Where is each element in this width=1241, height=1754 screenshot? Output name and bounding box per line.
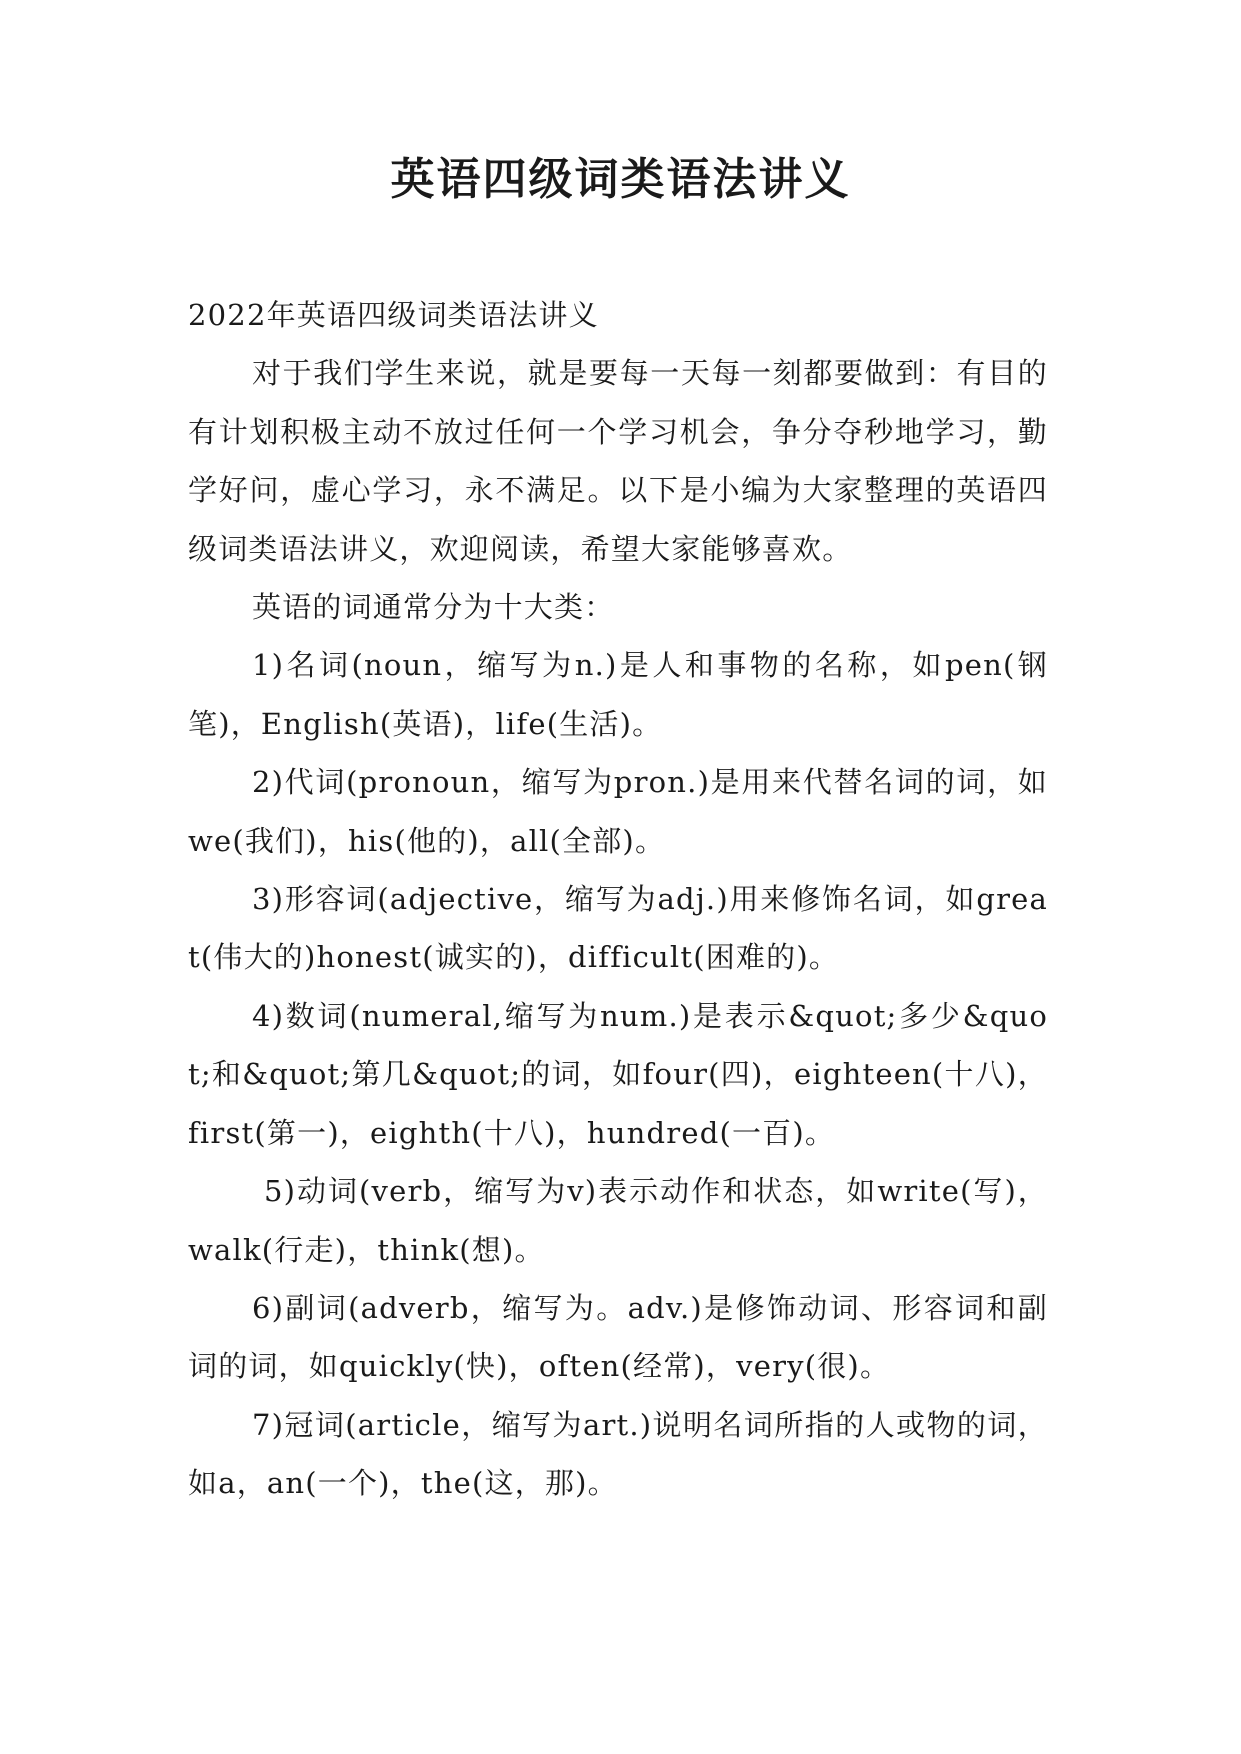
document-title: 英语四级词类语法讲义	[390, 154, 851, 205]
verb-paragraph: 5)动词(verb，缩写为v)表示动作和状态，如write(写)，walk(行走)，think(想)。	[188, 1174, 1048, 1267]
numeral-paragraph: 4)数词(numeral,缩写为num.)是表示&quot;多少&quot;和&quot;第几&quot;的词，如four(四)，eighteen(十八)，first(第一)，eighth(十八)，hundred(一百)。	[188, 998, 1048, 1150]
subtitle-paragraph: 2022年英语四级词类语法讲义	[188, 298, 599, 332]
intro-paragraph: 对于我们学生来说，就是要每一天每一刻都要做到：有目的有计划积极主动不放过任何一个学习机会，争分夺秒地学习，勤学好问，虚心学习，永不满足。以下是小编为大家整理的英语四级词类语法讲义，欢迎阅读，希望大家能够喜欢。	[188, 356, 1048, 566]
noun-paragraph: 1)名词(noun，缩写为n.)是人和事物的名称，如pen(钢笔)，English(英语)，life(生活)。	[188, 648, 1048, 741]
document-body	[188, 286, 1048, 1513]
article-paragraph: 7)冠词(article，缩写为art.)说明名词所指的人或物的词，如a，an(一个)，the(这，那)。	[188, 1407, 1048, 1501]
adverb-paragraph: 6)副词(adverb，缩写为。adv.)是修饰动词、形容词和副词的词，如quickly(快)，often(经常)，very(很)。	[188, 1290, 1048, 1384]
pronoun-paragraph: 2)代词(pronoun，缩写为pron.)是用来代替名词的词，如we(我们)，his(他的)，all(全部)。	[188, 765, 1048, 858]
adjective-paragraph: 3)形容词(adjective，缩写为adj.)用来修饰名词，如great(伟大的)honest(诚实的)，difficult(困难的)。	[188, 882, 1048, 975]
word-classes-heading: 英语的词通常分为十大类：	[252, 590, 615, 625]
